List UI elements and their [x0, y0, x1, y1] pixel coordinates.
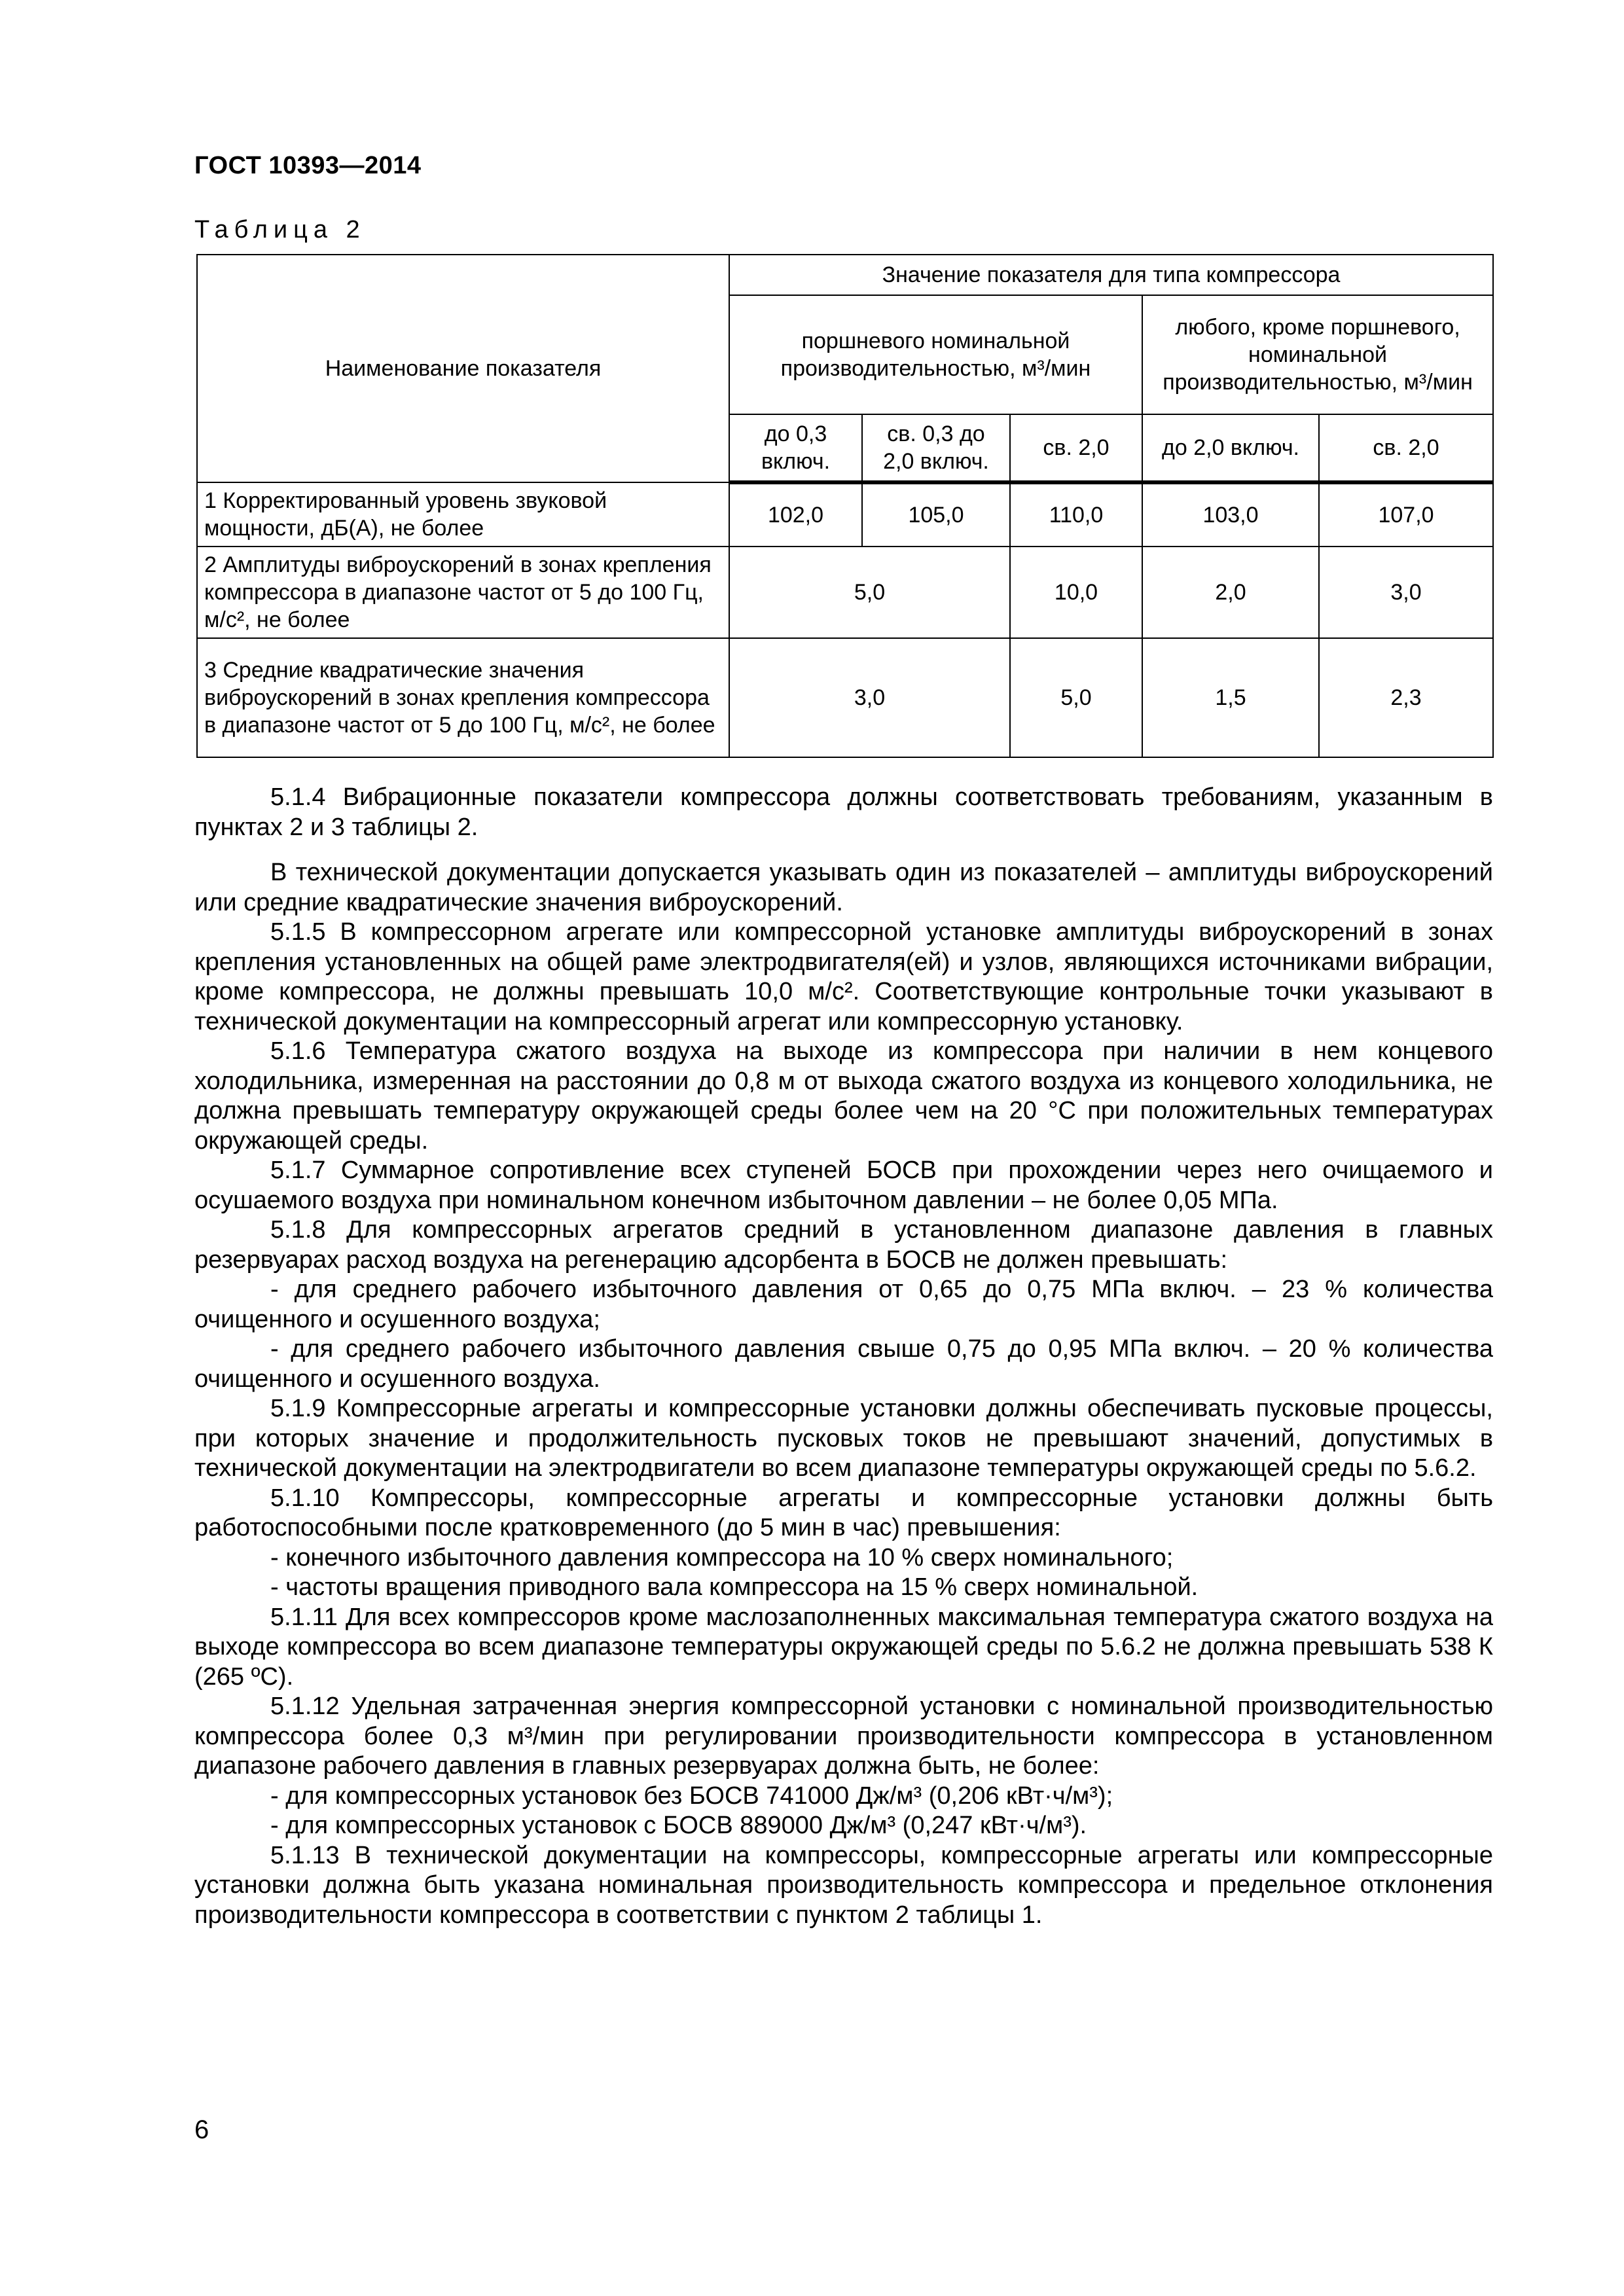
paragraph: 5.1.9 Компрессорные агрегаты и компрессорные установки должны обеспечивать пусковые процессы, при которых значение и продолжительность пусковых токов не превышают значений, допустимых в технической документации на электродвигатели во всем диапазоне температуры окружающей среды по 5.6.2. — [194, 1395, 1493, 1482]
header-piston-compressor: поршневого номинальной производительностью, м³/мин — [729, 295, 1142, 414]
table-caption: Таблица 2 — [194, 216, 366, 243]
document-header: ГОСТ 10393—2014 — [194, 152, 422, 179]
table-cell: 105,0 — [862, 482, 1010, 547]
data-table — [196, 254, 1494, 758]
table-cell: 110,0 — [1010, 482, 1142, 547]
list-item: - для среднего рабочего избыточного давления свыше 0,75 до 0,95 МПа включ. – 20 % количества очищенного и осушенного воздуха. — [194, 1335, 1493, 1393]
header-value-group: Значение показателя для типа компрессора — [729, 255, 1493, 295]
table-row — [197, 547, 1493, 638]
table-cell: 5,0 — [729, 547, 1010, 638]
table-row — [197, 638, 1493, 757]
page-number: 6 — [194, 2115, 209, 2144]
paragraph: 5.1.11 Для всех компрессоров кроме маслозаполненных максимальная температура сжатого воздуха на выходе компрессора во всем диапазоне температуры окружающей среды по 5.6.2 не должна превышать 538 К (265 ºС). — [194, 1603, 1493, 1691]
table-cell: 10,0 — [1010, 547, 1142, 638]
table-cell: 107,0 — [1319, 482, 1493, 547]
paragraph: 5.1.8 Для компрессорных агрегатов средний в установленном диапазоне давления в главных резервуарах расход воздуха на регенерацию адсорбента в БОСВ не должен превышать: — [194, 1216, 1493, 1274]
paragraph: 5.1.12 Удельная затраченная энергия компрессорной установки с номинальной производительностью компрессора более 0,3 м³/мин при регулировании производительности компрессора в установленном диапазоне рабочего давления в главных резервуарах должна быть, не более: — [194, 1693, 1493, 1780]
table-cell: 3,0 — [1319, 547, 1493, 638]
list-item: - частоты вращения приводного вала компрессора на 15 % сверх номинальной. — [270, 1573, 1199, 1601]
header-range: до 0,3 включ. — [729, 414, 862, 482]
header-range: св. 2,0 — [1010, 414, 1142, 482]
paragraph: 5.1.4 Вибрационные показатели компрессора должны соответствовать требованиям, указанным в пунктах 2 и 3 таблицы 2. — [194, 783, 1493, 841]
table-cell: 2,3 — [1319, 638, 1493, 757]
header-range: св. 0,3 до 2,0 включ. — [862, 414, 1010, 482]
table-cell: 5,0 — [1010, 638, 1142, 757]
list-item: - конечного избыточного давления компрессора на 10 % сверх номинального; — [270, 1543, 1174, 1571]
paragraph: 5.1.10 Компрессоры, компрессорные агрегаты и компрессорные установки должны быть работоспособными после кратковременного (до 5 мин в час) превышения: — [194, 1484, 1493, 1541]
header-indicator-name: Наименование показателя — [197, 255, 729, 482]
paragraph: 5.1.6 Температура сжатого воздуха на выходе из компрессора при наличии в нем концевого холодильника, измеренная на расстоянии до 0,8 м от выхода сжатого воздуха из концевого холодильника, не должна превышать температуру окружающей среды более чем на 20 °С при положительных температурах окружающей среды. — [194, 1037, 1493, 1155]
body-text — [194, 783, 1493, 1930]
table-row — [197, 482, 1493, 547]
paragraph: 5.1.13 В технической документации на компрессоры, компрессорные агрегаты или компрессорные установки должна быть указана номинальная производительность компрессора и предельное отклонения производительности компрессора в соответствии с пунктом 2 таблицы 1. — [194, 1841, 1493, 1929]
paragraph: 5.1.5 В компрессорном агрегате или компрессорной установке амплитуды виброускорений в зонах крепления установленных на общей раме электродвигателя(ей) и узлов, являющихся источниками вибрации, кроме компрессора, не должны превышать 10,0 м/с². Соответствующие контрольные точки указывают в технической документации на компрессорный агрегат или компрессорную установку. — [194, 918, 1493, 1035]
header-range: св. 2,0 — [1319, 414, 1493, 482]
table-cell: 102,0 — [729, 482, 862, 547]
table-cell: 1,5 — [1142, 638, 1319, 757]
table-cell: 2,0 — [1142, 547, 1319, 638]
table-cell: 103,0 — [1142, 482, 1319, 547]
paragraph: 5.1.7 Суммарное сопротивление всех ступеней БОСВ при прохождении через него очищаемого и осушаемого воздуха при номинальном конечном избыточном давлении – не более 0,05 МПа. — [194, 1157, 1493, 1214]
row-name: 2 Амплитуды виброускорений в зонах крепления компрессора в диапазоне частот от 5 до 100 Гц, м/с², не более — [197, 547, 729, 638]
header-other-compressor: любого, кроме поршневого, номинальной производительностью, м³/мин — [1142, 295, 1493, 414]
paragraph: В технической документации допускается указывать один из показателей – амплитуды виброускорений или средние квадратические значения виброускорений. — [194, 859, 1493, 916]
row-name: 1 Корректированный уровень звуковой мощности, дБ(А), не более — [197, 482, 729, 547]
list-item: - для среднего рабочего избыточного давления от 0,65 до 0,75 МПа включ. – 23 % количества очищенного и осушенного воздуха; — [194, 1276, 1493, 1333]
header-range: до 2,0 включ. — [1142, 414, 1319, 482]
list-item: - для компрессорных установок без БОСВ 741000 Дж/м³ (0,206 кВт·ч/м³); — [270, 1782, 1113, 1810]
list-item: - для компрессорных установок с БОСВ 889000 Дж/м³ (0,247 кВт·ч/м³). — [270, 1812, 1087, 1839]
table-cell: 3,0 — [729, 638, 1010, 757]
row-name: 3 Средние квадратические значения виброускорений в зонах крепления компрессора в диапазоне частот от 5 до 100 Гц, м/с², не более — [197, 638, 729, 757]
